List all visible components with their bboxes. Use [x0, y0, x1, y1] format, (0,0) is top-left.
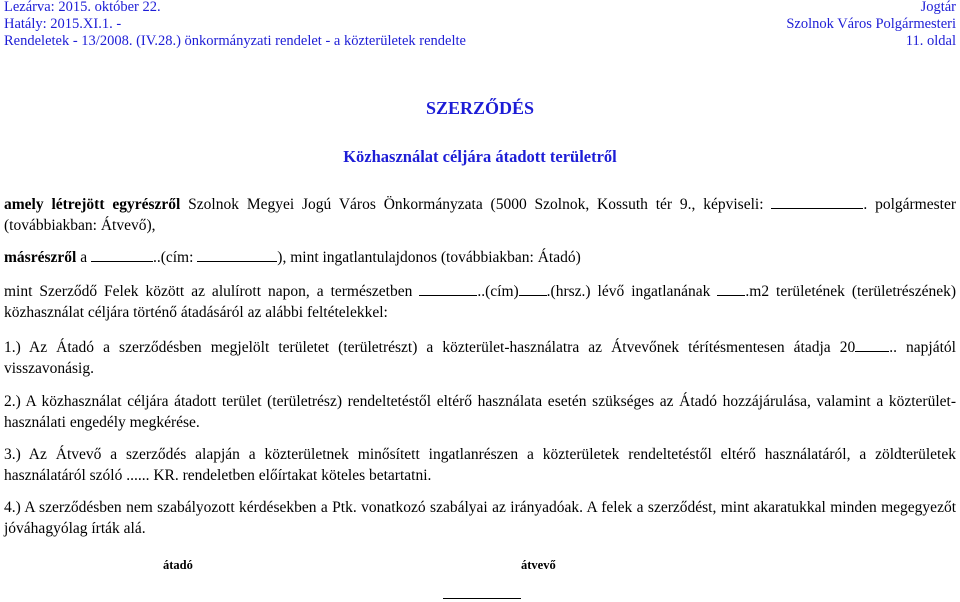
party1-paragraph: [4, 194, 956, 236]
owner-name-blank: [91, 247, 153, 262]
date-blank: [855, 337, 889, 352]
party2-cim: ..(cím:: [152, 249, 194, 266]
party1-label: amely létrejött egyrészről: [4, 196, 181, 213]
header-effective: Hatály: 2015.XI.1. -: [4, 16, 122, 32]
party1-text: Szolnok Megyei Jogú Város Önkormányzata (5000 Szolnok, Kossuth tér 9., képviseli:: [188, 196, 764, 213]
header-left: [4, 0, 466, 50]
address-blank: [519, 281, 547, 296]
intro-paragraph: [4, 281, 956, 323]
header-authority: Szolnok Város Polgármesteri: [786, 16, 956, 32]
signature-label-left: átadó: [163, 558, 193, 572]
party2-paragraph: [4, 247, 956, 268]
header-closed-date: Lezárva: 2015. október 22.: [4, 0, 161, 15]
signature-label-right: átvevő: [521, 558, 556, 572]
intro-part3: .(hrsz.) lévő ingatlanának: [546, 283, 711, 300]
signature-line: [443, 598, 521, 599]
party2-label: másrészről: [4, 249, 77, 266]
clause-1: [4, 337, 956, 379]
party1-tail: . polgármester (továbbiakban: Átvevő),: [4, 196, 956, 234]
page-number: 11. oldal: [905, 33, 956, 49]
representative-blank: [771, 194, 863, 209]
header-source: Jogtár: [920, 0, 956, 15]
owner-address-blank: [197, 247, 277, 262]
intro-part4: .m2 területének (területrészének) közhasználat céljára történő átadásáról az alábbi feltételekkel:: [4, 283, 957, 321]
header-right: [786, 0, 956, 50]
party2-a: a: [80, 249, 88, 266]
party2-rest: ), mint ingatlantulajdonos (továbbiakban: Átadó): [277, 249, 581, 266]
document-subtitle: Közhasználat céljára átadott területről: [343, 147, 617, 166]
header-regulation: Rendeletek - 13/2008. (IV.28.) önkormányzati rendelet - a közterületek rendelte: [4, 33, 466, 49]
clause-1-tail: .. napjától visszavonásig.: [4, 339, 956, 377]
clause-2: 2.) A közhasználat céljára átadott terület (területrész) rendeltetéstől eltérő használata esetén szükséges az Átadó hozzájárulása, valamint a közterület-használati engedély megkérése.: [4, 393, 956, 431]
clause-3: 3.) Az Átvevő a szerződés alapján a közterületnek minősített ingatlanrészen a közterületek rendeltetéstől eltérő használatáról, a zöldterületek használatáról szóló ...... KR. rendeletben előírtakat köteles betartatni.: [4, 446, 956, 484]
clause-1-text: 1.) Az Átadó a szerződésben megjelölt területet (területrészt) a közterület-használatra az Átvevőnek térítésmentesen átadja 20: [4, 339, 856, 356]
area-blank: [717, 281, 745, 296]
intro-part2: ..(cím): [477, 283, 519, 300]
clause-4: 4.) A szerződésben nem szabályozott kérdésekben a Ptk. vonatkozó szabályai az irányadóak. A felek a szerződést, mint akaratukkal minden megegyezőt jóváhagyólag írták alá.: [4, 499, 956, 537]
location-blank: [419, 281, 477, 296]
intro-part1: mint Szerződő Felek között az alulírott napon, a természetben: [4, 283, 413, 300]
document-title: SZERZŐDÉS: [425, 98, 535, 118]
